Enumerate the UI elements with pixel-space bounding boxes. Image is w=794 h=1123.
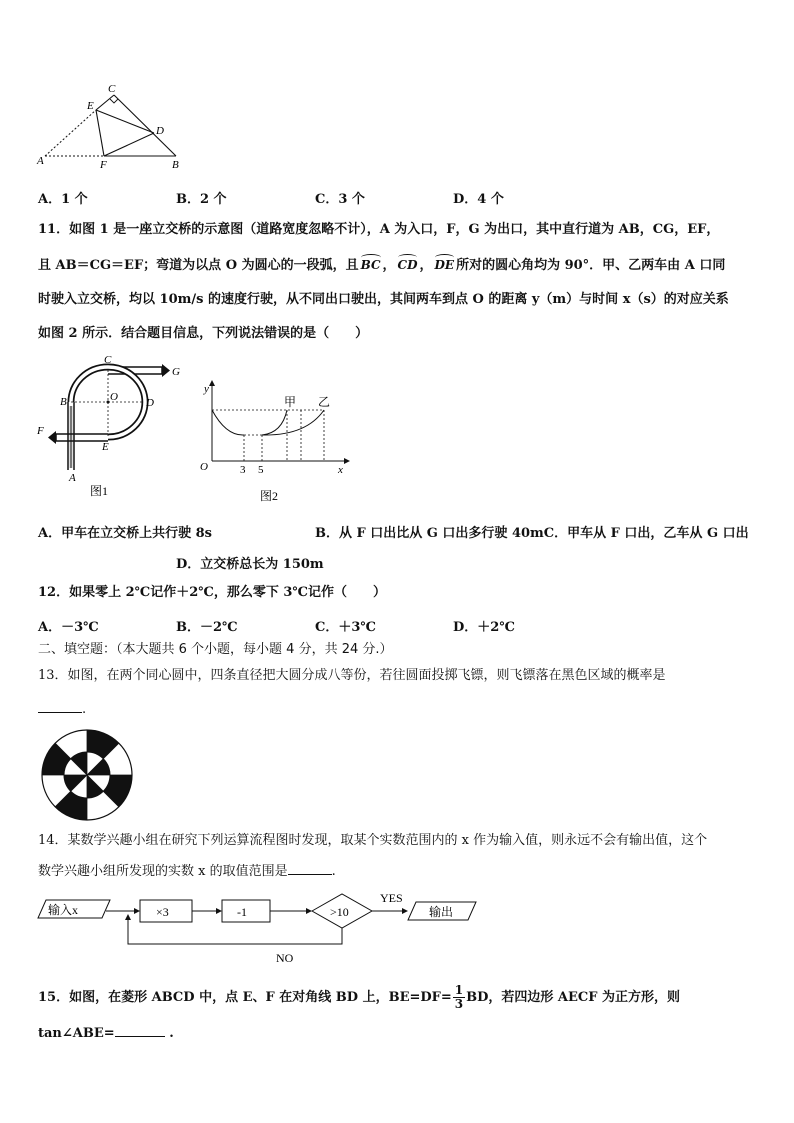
q15-frac-den: 3: [454, 997, 464, 1011]
q10-option-b: B．2 个: [176, 192, 227, 207]
q14-line-1: 14．某数学兴趣小组在研究下列运算流程图时发现，取某个实数范围内的 x 作为输入值，则永远不会有输出值，这个: [38, 833, 708, 848]
q11-f2-x-arrow: [344, 458, 350, 464]
q11-option-a: A．甲车在立交桥上共行驶 8s: [38, 526, 212, 541]
q10-option-a: A．1 个: [38, 192, 88, 207]
q15-line-1b: BD，若四边形 AECF 为正方形，则: [466, 990, 681, 1005]
q11-f2-label-y: y: [204, 383, 209, 395]
q10-triangle-figure: [34, 82, 194, 174]
q14-answer-blank[interactable]: [288, 862, 332, 875]
q11-f2-tick-5: 5: [258, 464, 264, 476]
q11-f1-label-f: F: [37, 425, 44, 437]
q14-output-label: 输出: [429, 905, 454, 919]
q11-line-2b: 所对的圆心角均为 90°．甲、乙两车由 A 口同: [456, 258, 726, 273]
q15-fraction: [453, 984, 465, 1011]
q11-arrow-g: [162, 364, 170, 377]
q15-line-1a: 15．如图，在菱形 ABCD 中，点 E、F 在对角线 BD 上，BE=DF=: [38, 990, 452, 1005]
q15-line-1: [38, 984, 680, 1011]
q11-f1-label-d: D: [146, 397, 154, 409]
q10-label-c: C: [108, 83, 116, 95]
q11-arc-bc: BC: [360, 258, 381, 272]
q14-gt10-label: >10: [330, 905, 349, 919]
q10-segment-ef: [96, 110, 104, 156]
q10-label-a: A: [37, 155, 44, 167]
q14-arrowhead-2: [216, 908, 222, 914]
q12-option-c: C．＋3℃: [315, 620, 376, 635]
q14-times3-label: ×3: [156, 905, 169, 919]
q14-flowchart: [34, 886, 494, 968]
q11-line-2: 且 AB＝CG＝EF；弯道为以点 O 为圆心的一段弧，且 BC ， CD ， DE 所对的圆心角均为 90°．甲、乙两车由 A 口同: [38, 258, 726, 273]
q11-f1-caption: 图1: [90, 484, 109, 498]
q11-f1-label-b: B: [60, 396, 67, 408]
q10-segment-ec: [96, 95, 114, 110]
q11-line-2a: 且 AB＝CG＝EF；弯道为以点 O 为圆心的一段弧，且: [38, 258, 359, 273]
q10-option-c: C．3 个: [315, 192, 365, 207]
q10-segment-ed: [96, 110, 154, 133]
q11-f2-label-jia: 甲: [284, 395, 297, 409]
q11-road-ef: [56, 434, 108, 441]
q13-stem: 13．如图，在两个同心圆中，四条直径把大圆分成八等份，若往圆面投掷飞镖，则飞镖落在黑色区域的概率是: [38, 668, 666, 683]
q11-f2-label-o: O: [200, 461, 208, 473]
q15-line-2a: tan∠ABE=: [38, 1026, 115, 1041]
q14-arrowhead-no: [125, 914, 131, 920]
q10-label-e: E: [87, 100, 94, 112]
q10-option-d: D．4 个: [453, 192, 504, 207]
q11-f1-label-g: G: [172, 366, 180, 378]
q14-tail: .: [331, 864, 336, 879]
q14-line-2-text: 数学兴趣小组所发现的实数 x 的取值范围是: [38, 864, 288, 879]
q12-option-a: A．－3℃: [38, 620, 99, 635]
q12-option-b: B．－2℃: [176, 620, 238, 635]
q15-tail: .: [169, 1026, 174, 1041]
q13-answer-line: [38, 700, 86, 718]
q11-option-b: B．从 F 口出比从 G 口出多行驶 40mC．甲车从 F 口出，乙车从 G 口出: [315, 526, 749, 541]
q11-f2-label-x: x: [338, 464, 343, 476]
q11-f2-tick-3: 3: [240, 464, 246, 476]
q11-f2-label-yi: 乙: [318, 395, 331, 409]
q11-option-d: D．立交桥总长为 150m: [176, 557, 324, 572]
q14-loop-no: [128, 920, 342, 944]
q14-input-label: 输入x: [48, 903, 79, 917]
q11-line-4: 如图 2 所示．结合题目信息，下列说法错误的是（ ）: [38, 326, 369, 341]
q11-f2-y-arrow: [209, 380, 215, 386]
q14-yes-label: YES: [380, 891, 403, 905]
q12-option-d: D．＋2℃: [453, 620, 515, 635]
q11-line-3: 时驶入立交桥，均以 10m/s 的速度行驶，从不同出口驶出，其间两车到点 O 的距离 y（m）与时间 x（s）的对应关系: [38, 292, 729, 307]
q10-right-angle-mark: [110, 99, 118, 103]
q11-f2-curve-yi: [262, 410, 324, 435]
q11-f2-curve-jia: [262, 410, 287, 435]
q14-arrowhead-yes: [402, 908, 408, 914]
q13-concentric-circles-figure: [40, 728, 134, 822]
q11-f1-label-a: A: [69, 472, 76, 484]
q15-answer-blank[interactable]: [115, 1024, 165, 1037]
q13-answer-blank[interactable]: [38, 700, 82, 713]
q11-f2-curve-left: [212, 410, 244, 435]
q11-figure-1-interchange: [34, 350, 194, 500]
q11-f1-label-c: C: [104, 354, 112, 366]
q10-segment-fd: [104, 133, 154, 156]
q11-arc-de: DE: [434, 258, 455, 272]
q15-frac-num: 1: [454, 983, 464, 997]
q10-dashed-ae: [45, 110, 96, 156]
q14-arrowhead-1: [134, 908, 140, 914]
q14-no-label: NO: [276, 951, 294, 965]
q12-stem: 12．如果零上 2℃记作＋2℃，那么零下 3℃记作（ ）: [38, 585, 387, 600]
q10-label-b: B: [172, 159, 179, 171]
q11-f2-caption: 图2: [260, 489, 279, 503]
q15-line-2: [38, 1024, 174, 1042]
q13-tail: .: [82, 702, 87, 717]
q10-label-f: F: [100, 159, 107, 171]
q11-arrow-f: [48, 431, 56, 444]
q10-label-d: D: [156, 125, 164, 137]
q11-figure-2-graph: [196, 376, 356, 506]
q11-line-1: 11．如图 1 是一座立交桥的示意图（道路宽度忽略不计），A 为入口，F，G 为出口，其中直行道为 AB，CG，EF，: [38, 222, 720, 237]
q11-arc-cd: CD: [397, 258, 418, 272]
q14-line-2: [38, 862, 336, 880]
q11-f1-label-o: O: [110, 391, 118, 403]
section-2-heading: 二、填空题：（本大题共 6 个小题，每小题 4 分，共 24 分.）: [38, 642, 393, 657]
q14-minus1-label: -1: [237, 905, 247, 919]
q11-f1-label-e: E: [102, 441, 109, 453]
